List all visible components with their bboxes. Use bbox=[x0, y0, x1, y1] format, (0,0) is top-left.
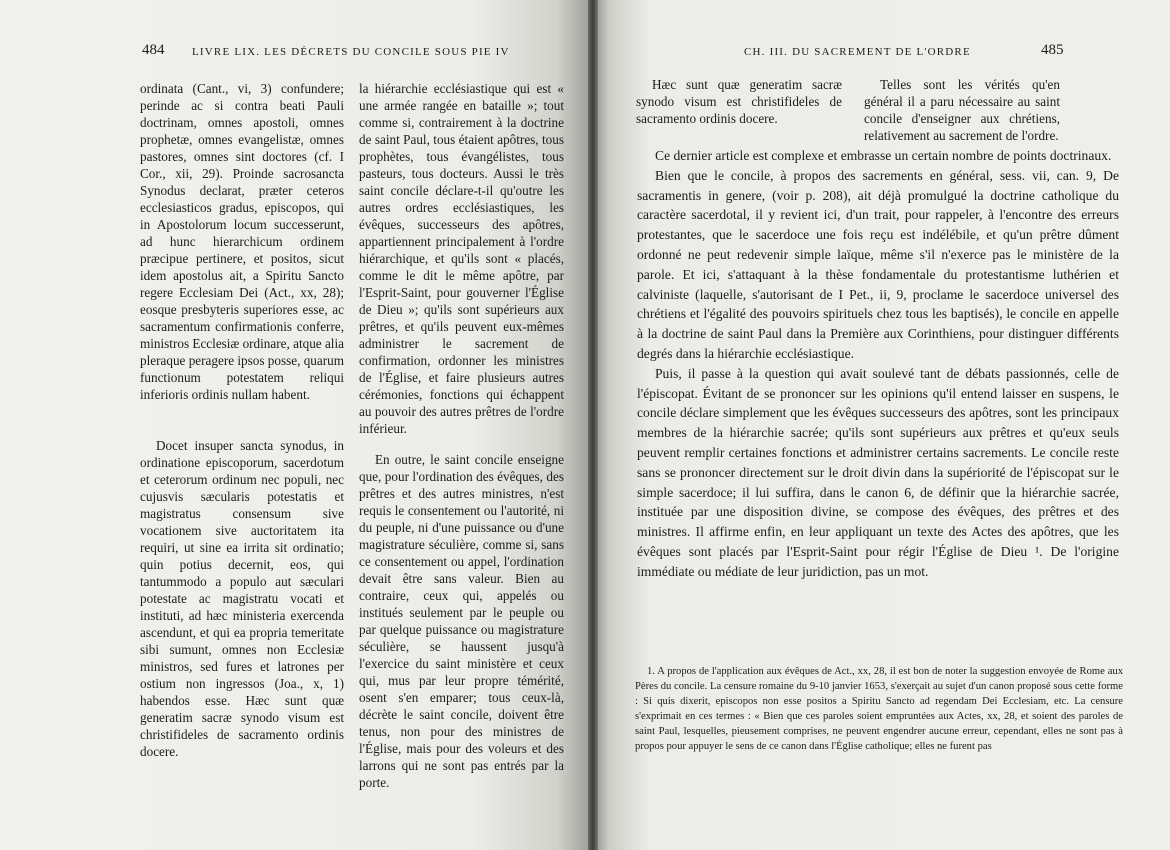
latin-paragraph: Hæc sunt quæ generatim sacræ synodo visum est christifideles de sacramento ordinis docere. bbox=[636, 77, 842, 126]
body-paragraph: Ce dernier article est complexe et embrasse un certain nombre de points doctrinaux. bbox=[655, 148, 1112, 163]
latin-column bbox=[140, 80, 344, 760]
french-paragraph: la hiérarchie ecclésiastique qui est « une armée rangée en bataille »; tout comme si, contrairement à la doctrine de saint Paul, tous étaient apôtres, tous prophètes, tous évangélistes, tous pasteurs, tous docteurs. Aussi le très saint concile déclare-t-il qu'outre les autres ordres ecclésiastiques, les évêques, successeurs des apôtres, appartiennent principalement à l'ordre hiérarchique, et qu'ils sont « placés, comme le dit le même apôtre, par l'Esprit-Saint, pour gouverner l'Église de Dieu »; qu'ils sont supérieurs aux prêtres, et qu'ils peuvent eux-mêmes administrer le sacrement de confirmation, ordonner les ministres de l'Église, et faire plusieurs autres cérémonies, fonctions qui échappent au pouvoir des autres prêtres de l'ordre inférieur. bbox=[359, 81, 564, 436]
latin-column bbox=[636, 76, 842, 127]
page-number: 485 bbox=[1041, 42, 1064, 58]
body-text bbox=[637, 146, 1119, 582]
running-head: CH. III. DU SACREMENT DE L'ORDRE bbox=[744, 46, 971, 58]
page-number: 484 bbox=[142, 42, 165, 58]
french-column bbox=[359, 80, 564, 791]
body-paragraph: Puis, il passe à la question qui avait soulevé tant de débats passionnés, celle de l'épiscopat. Évitant de se prononcer sur les opinions qu'il entend laisser en suspens, le concile déclare simplement que les évêques successeurs des apôtres, sont les principaux membres de la hiérarchie sacrée; qu'ils sont supérieurs aux prêtres et qu'eux seuls peuvent remplir certaines fonctions et administrer certains sacrements. Le concile reste sans se prononcer directement sur le droit divin dans la supériorité de l'épiscopat sur le simple sacerdoce; il lui suffira, dans le canon 6, de définir que la hiérarchie sacrée, instituée par une disposition divine, se compose des évêques, des prêtres et des ministres. Il affirme enfin, en leur appliquant un texte des Actes des apôtres, que les évêques sont placés par l'Esprit-Saint pour régir l'Église de Dieu ¹. De l'origine immédiate ou médiate de leur juridiction, pas un mot. bbox=[637, 365, 1119, 579]
french-paragraph: En outre, le saint concile enseigne que, pour l'ordination des évêques, des prêtres et des autres ministres, n'est requis le consentement ou l'autorité, ni du peuple, ni d'une puissance ou d'une magistrature séculière, comme si, sans ce consentement ou appel, l'ordination devait être sans valeur. Bien au contraire, ceux qui, appelés ou institués seulement par le peuple ou par quelque puissance ou magistrature séculière, se haussent jusqu'à l'exercice du saint ministère et ceux qui, mus par leur propre témérité, osent s'en emparer; tous ceux-là, décrète le saint concile, doivent être tenus, non pour des ministres de l'Église, mais pour des voleurs et des larrons qui ne sont pas entrés par la porte. bbox=[359, 452, 564, 790]
latin-paragraph: Docet insuper sancta synodus, in ordinatione episcoporum, sacerdotum et ceterorum ordinum nec populi, nec cujusvis sæcularis potestatis et magistratus consensum sive vocationem sive auctoritatem ita requiri, ut sine ea irrita sit ordinatio; quin potius decernit, eos, qui tantummodo a populo aut sæculari potestate ac magistratu vocati et instituti, ad hæc ministeria exercenda ascendunt, et qui ea propria temeritate sibi sumunt, omnes non Ecclesiæ ministros, sed fures et latrones per ostium non ingressos (Joa., x, 1) habendos esse. Hæc sunt quæ generatim sacræ synodo visum est christifideles de sacramento ordinis docere. bbox=[140, 438, 344, 759]
footnote bbox=[635, 664, 1123, 754]
right-page bbox=[592, 0, 1170, 850]
running-head: LIVRE LIX. LES DÉCRETS DU CONCILE SOUS PIE IV bbox=[192, 46, 510, 58]
footnote-text: 1. A propos de l'application aux évêques de Act., xx, 28, il est bon de noter la suggestion envoyée de Rome aux Pères du concile. La censure romaine du 9-10 janvier 1653, s'exerçait au sujet d'un canon proposé sous cette forme : Si quis dixerit, episcopos non esse positos a Spiritu Sancto ad regendam Dei Ecclesiam, etc. La censure s'exprimait en ces termes : « Bien que ces paroles soient empruntées aux Actes, xx, 28, et soient des paroles de saint Paul, lesquelles, pieusement comprises, ne peuvent engendrer aucune erreur, cependant, elles ne sont pas à propos pour appuyer le sens de ce canon dans l'Église catholique; elles ne furent pas bbox=[635, 666, 1123, 752]
french-paragraph: Telles sont les vérités qu'en général il a paru nécessaire au saint concile d'enseigner aux chrétiens, relativement au sacrement de l'ordre. bbox=[864, 77, 1060, 143]
latin-paragraph: ordinata (Cant., vi, 3) confundere; perinde ac si contra beati Pauli doctrinam, omnes apostoli, omnes prophetæ, omnes evangelistæ, omnes pastores, omnes sint doctores (cf. I Cor., xii, 29). Proinde sacrosancta Synodus declarat, præter ceteros ecclesiasticos gradus, episcopos, qui in Apostolorum locum successerunt, ad hunc hierarchicum ordinem præcipue pertinere, et positos, sicut idem apostolus ait, a Spiritu Sancto regere Ecclesiam Dei (Act., xx, 28); eosque presbyteris superiores esse, ac sacramentum confirmationis conferre, ministros Ecclesiæ ordinare, atque alia pleraque peragere ipsos posse, quarum functionum potestatem reliqui inferioris ordinis nullam habent. bbox=[140, 81, 344, 402]
french-column bbox=[864, 76, 1060, 144]
book-gutter bbox=[588, 0, 598, 850]
body-paragraph: Bien que le concile, à propos des sacrements en général, sess. vii, can. 9, De sacramentis in genere, (voir p. 208), ait déjà promulgué la doctrine catholique du caractère sacerdotal, il y revient ici, d'un trait, pour rappeler, à l'encontre des erreurs protestantes, que le sacerdoce une fois reçu est indélébile, et qu'un prêtre dûment ordonné ne peut redevenir simple laïque, même s'il n'exerce pas le ministère de la parole. Et ici, s'attaquant à la thèse fondamentale du protestantisme luthérien et calviniste (laquelle, s'autorisant de I Pet., ii, 9, proclame le sacerdoce universel des chrétiens et l'égalité des pouvoirs spirituels chez tous les baptisés), le concile en appelle à la doctrine de saint Paul dans la Première aux Corinthiens, pour distinguer différents degrés dans la hiérarchie ecclésiastique. bbox=[637, 167, 1119, 361]
